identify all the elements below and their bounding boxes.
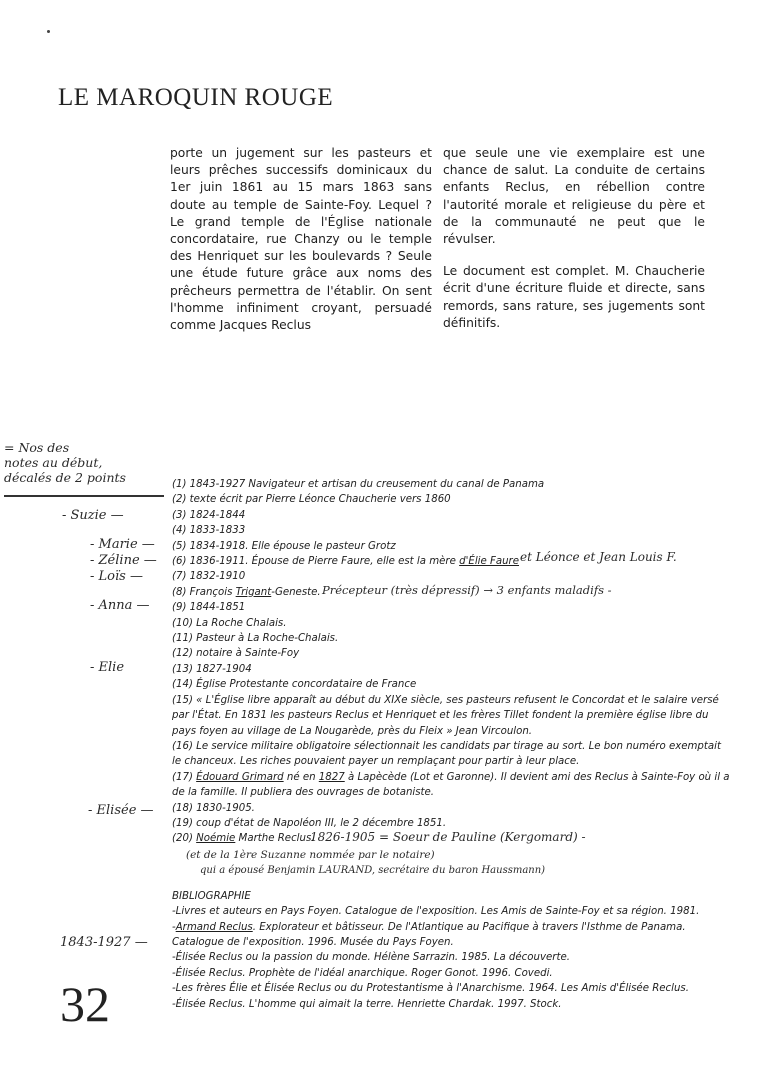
handwritten-name-elie: - Elie [90, 660, 125, 675]
bibliography-title: BIBLIOGRAPHIE [172, 890, 251, 902]
page-title: LE MAROQUIN ROUGE [58, 84, 334, 111]
note-10: (10) La Roche Chalais. [172, 617, 287, 629]
handwritten-name-zeline: - Zéline — [90, 553, 157, 568]
note-20: (20) Noémie Marthe Reclus. [172, 833, 315, 845]
note-8: (8) François Trigant-Geneste. [172, 586, 321, 598]
handwritten-note6-addition: et Léonce et Jean Louis F. [520, 550, 677, 564]
note-4: (4) 1833-1833 [172, 525, 246, 537]
note-11: (11) Pasteur à La Roche-Chalais. [172, 633, 339, 645]
biblio-entry: -Élisée Reclus. Prophète de l'idéal anarchique. Roger Gonot. 1996. Covedi. [172, 967, 553, 979]
handwritten-name-anna: - Anna — [90, 598, 150, 613]
note-13: (13) 1827-1904 [172, 663, 252, 675]
note-15: (15) « L'Église libre apparaît au début du XIXe siècle, ses pasteurs refusent le Concordat et le salaire versé par l'État. En 1831 les pasteurs Reclus et Henriquet et les frères Tillet fondent la première église libre du pays foyen au village de La Nougarède, près du Fleix » Jean Vircoulon. [172, 694, 719, 737]
note-18: (18) 1830-1905. [172, 802, 255, 814]
note-5: (5) 1834-1918. Elle épouse le pasteur Grotz [172, 540, 396, 552]
handwritten-name-elisee: - Elisée — [88, 803, 154, 818]
note-2: (2) texte écrit par Pierre Léonce Chaucherie vers 1860 [172, 494, 451, 506]
note-1: (1) 1843-1927 Navigateur et artisan du creusement du canal de Panama [172, 479, 545, 490]
page-number: 32 [60, 976, 110, 1032]
note-6: (6) 1836-1911. Épouse de Pierre Faure, elle est la mère d'Élie Faure [172, 556, 520, 568]
note-16: (16) Le service militaire obligatoire sélectionnait les candidats par tirage au sort. Le bon numéro exemptait le chanceux. Les riches pouvaient payer un remplaçant pour partir à leur place. [172, 740, 721, 768]
handwritten-name-lois: - Loïs — [90, 569, 143, 584]
column-left [170, 145, 432, 334]
biblio-entry: -Élisée Reclus ou la passion du monde. Hélène Sarrazin. 1985. La découverte. [172, 952, 570, 964]
note-9: (9) 1844-1851 [172, 602, 246, 614]
handwritten-note20-addition: 1826-1905 = Soeur de Pauline (Kergomard) - [310, 830, 586, 844]
handwritten-name-suzie: - Suzie — [62, 508, 124, 523]
handwritten-name-marie: - Marie — [90, 537, 155, 552]
handwritten-note8-addition: Précepteur (très dépressif) → 3 enfants maladifs - [322, 583, 612, 597]
biblio-entry: -Élisée Reclus. L'homme qui aimait la terre. Henriette Chardak. 1997. Stock. [172, 998, 562, 1010]
handwritten-biblio-date: 1843-1927 — [60, 935, 148, 950]
handwritten-note20-line3: qui a épousé Benjamin LAURAND, secrétaire du baron Haussmann) [200, 865, 546, 876]
page-speck [47, 30, 50, 33]
handwritten-note20-line2: (et de la 1ère Suzanne nommée par le notaire) [186, 849, 435, 861]
column-right [443, 145, 705, 332]
biblio-entry: -Les frères Élie et Élisée Reclus ou du Protestantisme à l'Anarchisme. 1964. Les Amis d'Élisée Reclus. [172, 983, 689, 995]
note-7: (7) 1832-1910 [172, 571, 246, 583]
biblio-entry: -Livres et auteurs en Pays Foyen. Catalogue de l'exposition. Les Amis de Sainte-Foy et sa région. 1981. [172, 906, 700, 918]
paragraph: Le document est complet. M. Chaucherie écrit d'une écriture fluide et directe, sans remords, sans rature, ses jugements sont définitifs. [443, 264, 705, 330]
biblio-entry: -Armand Reclus. Explorateur et bâtisseur. De l'Atlantique au Pacifique à travers l'Isthme de Panama. Catalogue de l'exposition. 1996. Musée du Pays Foyen. [172, 921, 686, 948]
notes-section [172, 477, 732, 1012]
paragraph: porte un jugement sur les pasteurs et leurs prêches successifs dominicaux du 1er juin 1861 au 15 mars 1863 sans doute au temple de Sainte-Foy. Lequel ? Le grand temple de l'Église nationale concordataire, rue Chanzy ou le temple des Henriquet sur les boulevards ? Seule une étude future grâce aux noms des prêcheurs permettra de l'établir. On sent l'homme infiniment croyant, persuadé comme Jacques Reclus [170, 146, 432, 333]
note-12: (12) notaire à Sainte-Foy [172, 648, 300, 660]
note-17: (17) Édouard Grimard né en 1827 à Lapècède (Lot et Garonne). Il devient ami des Reclus à Sainte-Foy où il a de la famille. Il publiera des ouvrages de botaniste. [172, 771, 730, 799]
note-19: (19) coup d'état de Napoléon III, le 2 décembre 1851. [172, 817, 447, 829]
handwritten-underline [4, 495, 164, 497]
note-3: (3) 1824-1844 [172, 509, 246, 521]
paragraph: que seule une vie exemplaire est une chance de salut. La conduite de certains enfants Reclus, en rébellion contre l'autorité morale et religieuse du père et de la communauté ne peut que le révulser. [443, 146, 705, 247]
note-14: (14) Église Protestante concordataire de France [172, 679, 417, 691]
handwritten-annotation-notes: = Nos des notes au début, décalés de 2 points [4, 440, 126, 485]
